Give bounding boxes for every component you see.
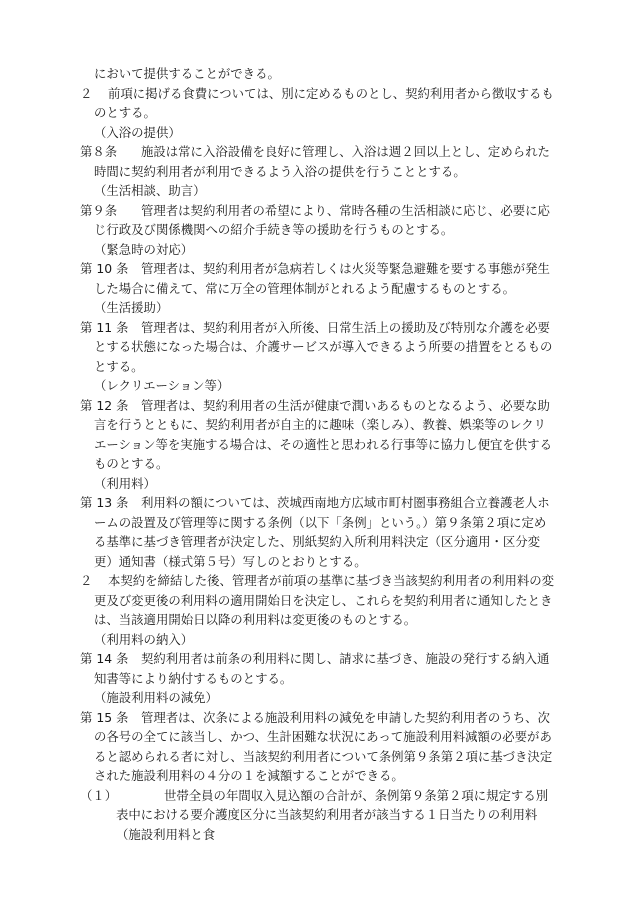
heading-text: （生活援助） — [94, 300, 169, 315]
continuation-text — [80, 64, 556, 84]
article-heading — [80, 474, 556, 494]
article — [80, 708, 556, 786]
heading-text: （利用料の納入） — [94, 631, 194, 647]
article-number: 第 12 条 — [80, 397, 129, 413]
article-heading — [80, 630, 556, 650]
article-number: 第 11 条 — [80, 319, 129, 335]
article-heading — [80, 181, 556, 201]
heading-text: （利用料） — [94, 475, 156, 491]
body-text: 管理者は契約利用者の希望により、常時各種の生活相談に応じ、必要に応じ行政及び関係機関への紹介手続き等の援助を行うものとする。 — [94, 202, 550, 237]
article — [80, 493, 556, 571]
article — [80, 142, 556, 181]
article-heading — [80, 688, 556, 708]
heading-text: （施設利用料の減免） — [94, 690, 218, 705]
heading-text: （レクリエーション等） — [94, 378, 230, 393]
article-heading — [80, 240, 556, 260]
article — [80, 649, 556, 688]
body-text: 施設は常に入浴設備を良好に管理し、入浴は週２回以上とし、定められた時間に契約利用者が利用できるよう入浴の提供を行うこととする。 — [94, 144, 550, 179]
article-number: 第 13 条 — [80, 495, 129, 510]
body-text: 世帯全員の年間収入見込額の合計が、条例第９条第２項に規定する別表中における要介護度区分に当該契約利用者が該当する１日当たりの利用料（施設利用料と食 — [116, 787, 549, 842]
article — [80, 318, 556, 377]
body-text: において提供することができる。 — [94, 66, 280, 81]
document-body — [80, 64, 556, 844]
body-text: 前項に掲げる食費については、別に定めるものとし、契約利用者から徴収するものとする。 — [94, 85, 554, 120]
body-text: 利用料の額については、茨城西南地方広域市町村圏事務組合立養護老人ホームの設置及び管理等に関する条例（以下「条例」という。）第９条第２項に定める基準に基づき管理者が決定した、別紙契約入所利用料決定（区分適用・区分変更）通知書（様式第５号）写しのとおりとする。 — [94, 495, 550, 569]
body-text: 契約利用者は前条の利用料に関し、請求に基づき、施設の発行する納入通知書等により納付するものとする。 — [94, 651, 550, 686]
article-number: 第８条 — [80, 144, 118, 159]
item-number: ２ — [80, 573, 93, 588]
item-number: （１） — [80, 787, 118, 803]
article-number: 第 14 条 — [80, 651, 129, 666]
list-item — [80, 786, 556, 845]
body-text: 管理者は、契約利用者の生活が健康で潤いあるものとなるよう、必要な助言を行うとともに、契約利用者が自主的に趣味（楽しみ）、教養、娯楽等のレクリエーション等を実施する場合は、その適性と思われる行事等に協力し便宜を供するものとする。 — [94, 397, 552, 471]
numbered-paragraph — [80, 84, 556, 123]
article-heading — [80, 298, 556, 318]
article-heading — [80, 123, 556, 143]
heading-text: （入浴の提供） — [94, 124, 181, 140]
article-heading — [80, 376, 556, 396]
body-text: 管理者は、次条による施設利用料の減免を申請した契約利用者のうち、次の各号の全てに該当し、かつ、生計困難な状況にあって施設利用料減額の必要があると認められる者に対し、当該契約利用者について条例第９条第２項に基づき決定された施設利用料の４分の１を減額することができる。 — [94, 709, 553, 783]
body-text: 管理者は、契約利用者が急病若しくは火災等緊急避難を要する事態が発生した場合に備えて、常に万全の管理体制がとれるよう配慮するものとする。 — [94, 261, 550, 296]
article-number: 第 15 条 — [80, 709, 129, 725]
article-number: 第９条 — [80, 202, 118, 218]
numbered-paragraph — [80, 571, 556, 630]
item-number: ２ — [80, 85, 93, 101]
heading-text: （生活相談、助言） — [94, 183, 206, 198]
article — [80, 396, 556, 474]
article — [80, 259, 556, 298]
article-number: 第 10 条 — [80, 261, 129, 276]
article — [80, 201, 556, 240]
heading-text: （緊急時の対応） — [94, 241, 194, 257]
body-text: 本契約を締結した後、管理者が前項の基準に基づき当該契約利用者の利用料の変更及び変更後の利用料の適用開始日を決定し、これらを契約利用者に通知したときは、当該適用開始日以降の利用料は変更後のものとする。 — [94, 573, 555, 627]
body-text: 管理者は、契約利用者が入所後、日常生活上の援助及び特別な介護を必要とする状態になった場合は、介護サービスが導入できるよう所要の措置をとるものとする。 — [94, 319, 553, 374]
